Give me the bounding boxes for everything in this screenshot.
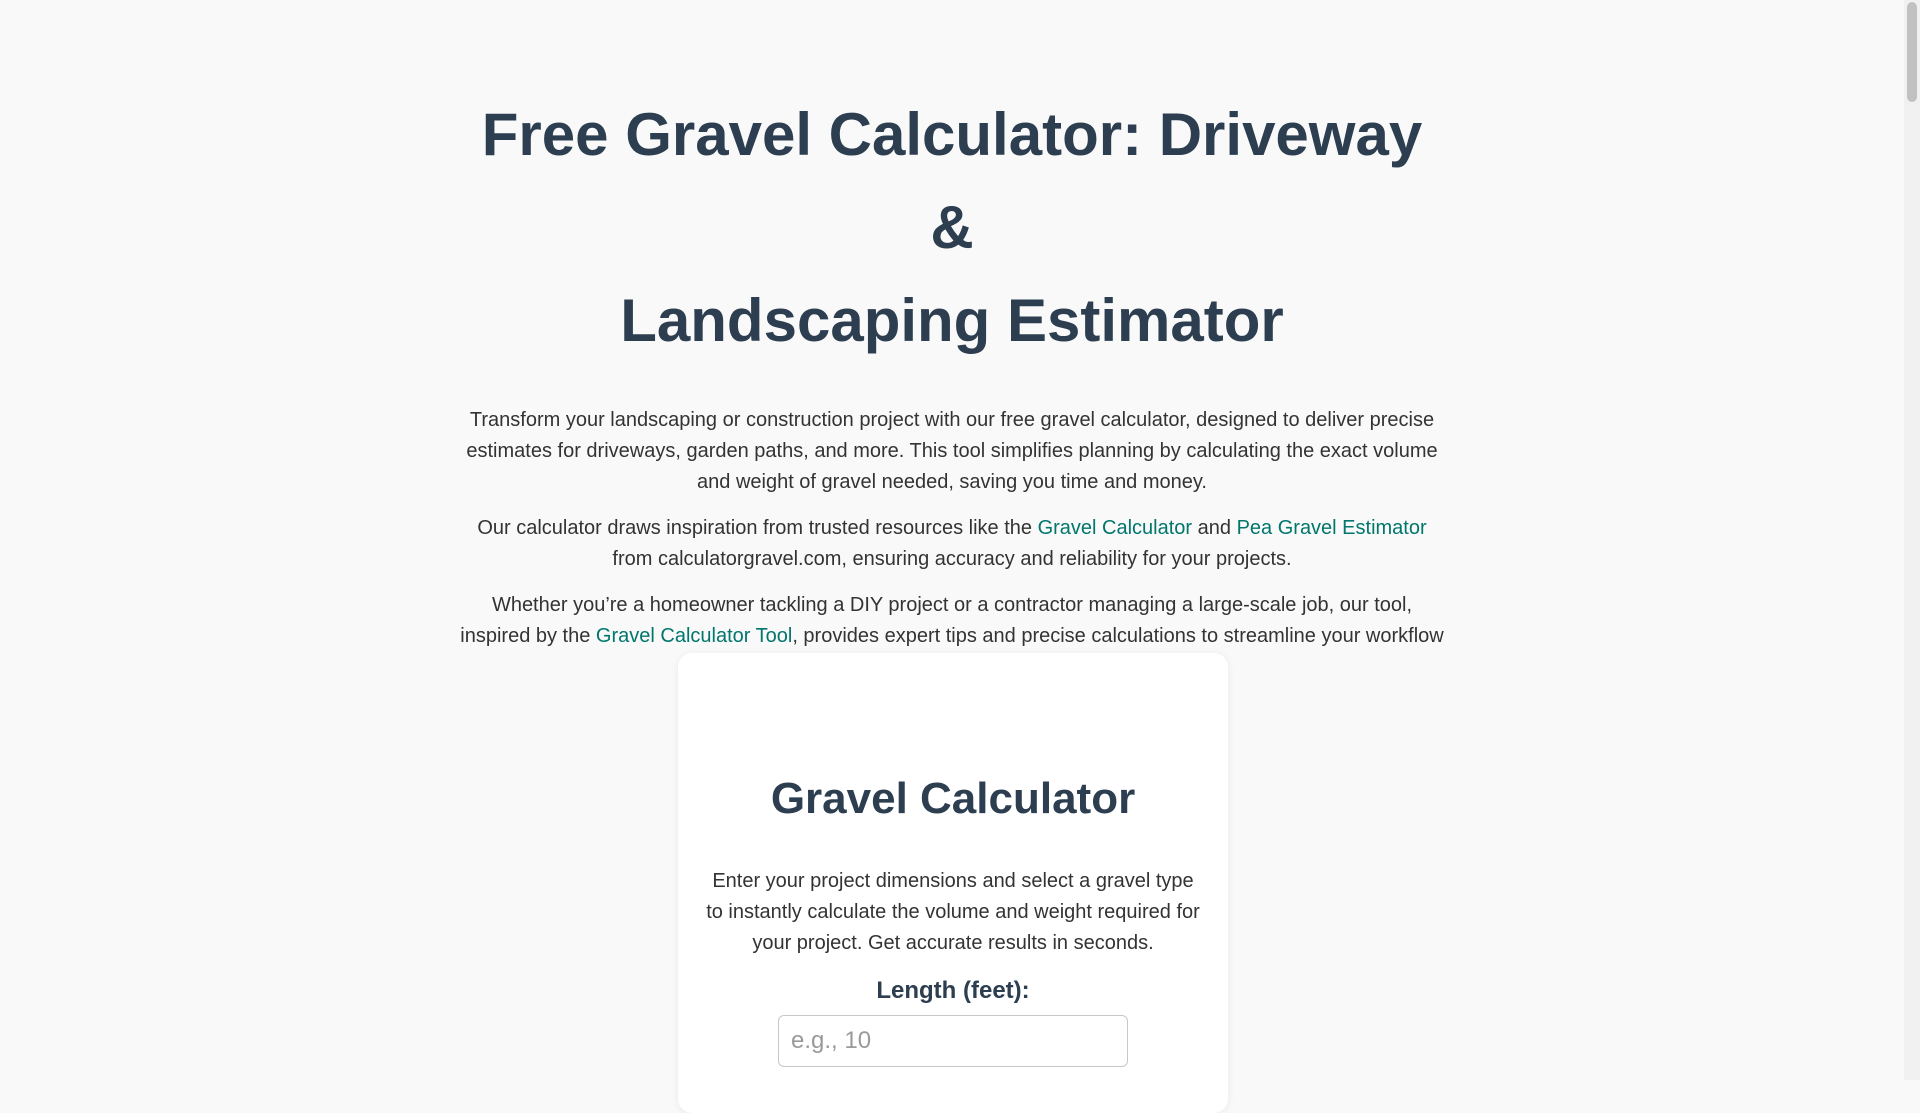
calculator-description: Enter your project dimensions and select a gravel type to instantly calculate the volume and weight required for your project. Get accurate results in seconds. (706, 870, 1200, 954)
intro-section (457, 88, 1447, 683)
gravel-calculator-link[interactable]: Gravel Calculator (1037, 517, 1193, 539)
intro-paragraph-3-text-b: , provides expert tips and precise calculations to streamline your workflow (792, 625, 1444, 647)
length-input[interactable] (778, 1015, 1128, 1067)
length-label: Length (feet): (876, 977, 1030, 1004)
pea-gravel-estimator-link[interactable]: Pea Gravel Estimator (1236, 517, 1427, 539)
vertical-scrollbar[interactable] (1904, 0, 1920, 1080)
calculator-card (678, 653, 1228, 1113)
gravel-calculator-tool-link[interactable]: Gravel Calculator Tool (595, 625, 793, 647)
scrollbar-thumb[interactable] (1907, 2, 1917, 102)
intro-paragraph-2-text-b: and (1192, 517, 1237, 539)
calculator-title: Gravel Calculator (770, 774, 1136, 823)
page-title-line-1: Free Gravel Calculator: Driveway & (481, 101, 1423, 261)
page-title-line-2: Landscaping Estimator (620, 287, 1284, 354)
intro-paragraph-2-text-a: Our calculator draws inspiration from trusted resources like the (477, 517, 1038, 539)
intro-paragraph-1: Transform your landscaping or construction project with our free gravel calculator, designed to deliver precise estimates for driveways, garden paths, and more. This tool simplifies planning by calculating the exact volume and weight of gravel needed, saving you time and money. (466, 409, 1438, 493)
intro-paragraph-2 (457, 513, 1447, 575)
intro-paragraph-2-text-c: from calculatorgravel.com, ensuring accuracy and reliability for your projects. (612, 548, 1292, 570)
intro-paragraph-3-text-a: Whether you’re a homeowner tackling a DIY project or a contractor managing a large-scale job, our tool, inspired by the (460, 594, 1413, 647)
page-title (457, 88, 1447, 367)
